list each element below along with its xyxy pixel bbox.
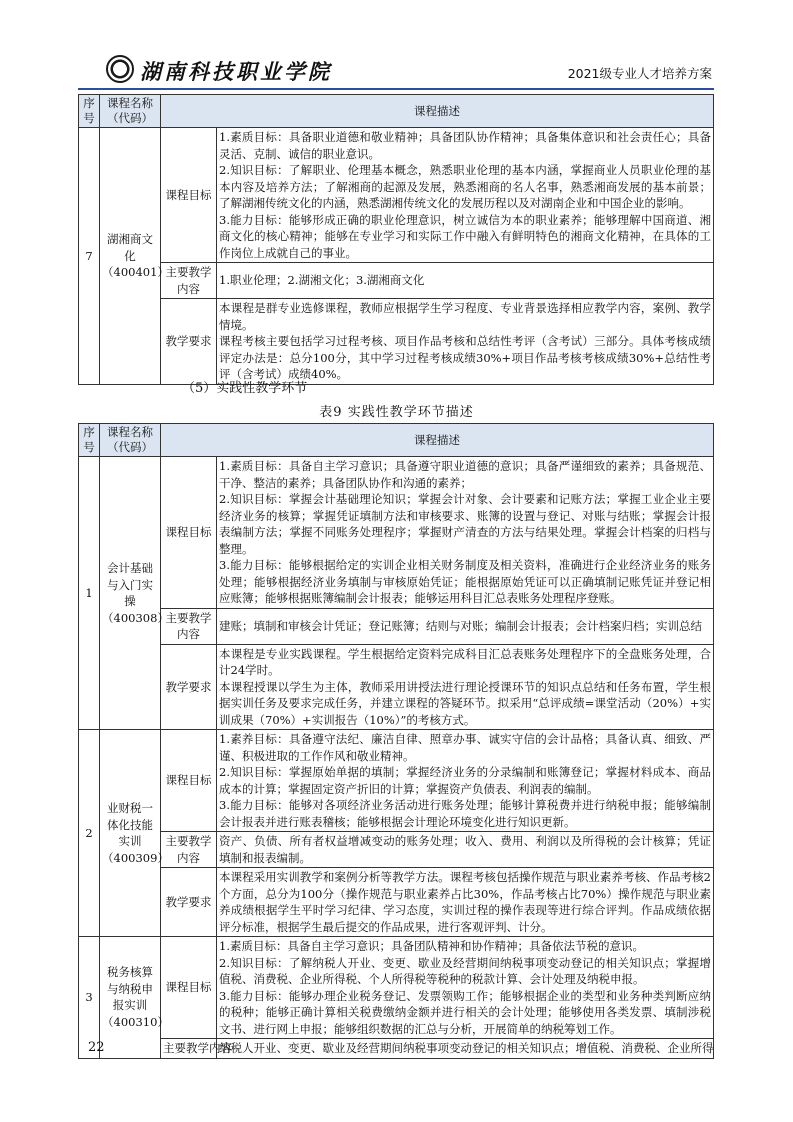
content-desc: 纳税人开业、变更、歇业及经营期间纳税事项变动登记的相关知识点；增值税、消费税、企业所得 [217, 1039, 714, 1059]
course-name-cell [100, 457, 169, 730]
goal-item: 2.知识目标：掌握原始单据的填制；掌握经济业务的分录编制和账簿登记；掌握材料成本、商品成本的计算；掌握固定资产折旧的计算；掌握资产负债表、利润表的编制。 [219, 765, 711, 796]
table-row [79, 1039, 714, 1059]
req-desc [217, 644, 714, 730]
col-no-header: 序号 [79, 95, 100, 128]
table-row [79, 299, 714, 385]
goal-label: 课程目标 [161, 937, 217, 1039]
req-label: 教学要求 [161, 644, 217, 730]
content-label: 主要教学内容 [161, 263, 217, 299]
content-label: 主要教学内容 [161, 832, 217, 868]
req-item: 本课程是群专业选修课程，教师应根据学生学习程度、专业背景选择相应教学内容，案例、教学情境。 [219, 301, 711, 332]
row-number: 3 [79, 937, 100, 1059]
table-row [79, 644, 714, 730]
course-name: 税务核算与纳税申报实训 [107, 965, 153, 1013]
goal-item: 1.素质目标：具备职业道德和敬业精神；具备团队协作精神；具备集体意识和社会责任心；具备灵活、克制、诚信的职业意识。 [219, 130, 711, 161]
goal-desc [217, 730, 714, 832]
col-name-header: 课程名称（代码） [100, 95, 161, 128]
goal-desc [217, 937, 714, 1039]
goal-item: 2.知识目标：了解职业、伦理基本概念，熟悉职业伦理的基本内涵，掌握商业人员职业伦理的基本内容及培养方法；了解湘商的起源及发展，熟悉湘商的名人名事，熟悉湘商发展的基本前景；了解湖湘传统文化的内涵，熟悉湖湘传统文化的发展历程以及对湖南企业和中国企业的影响。 [219, 163, 711, 210]
goal-item: 3.能力目标：能够办理企业税务登记、发票领购工作；能够根据企业的类型和业务种类判断应纳的税种；能够正确计算相关税费缴纳金额并进行相关的会计处理；能够使用各类发票、填制涉税文书、进行网上申报；能够组织数据的汇总与分析，开展简单的纳税筹划工作。 [219, 988, 711, 1036]
col-desc-header: 课程描述 [161, 95, 714, 128]
section-heading: （5）实践性教学环节 [182, 381, 308, 396]
req-desc [217, 299, 714, 385]
course-name-cell [100, 128, 169, 385]
course-name-cell [100, 730, 169, 937]
course-code: （400310） [102, 1014, 169, 1029]
row-number: 2 [79, 730, 100, 937]
req-desc [217, 868, 714, 937]
table-caption: 表9 实践性教学环节描述 [319, 405, 474, 420]
content-label: 主要教学内容 [161, 608, 217, 644]
course-table-practice [78, 423, 714, 1059]
document-title: 2021级专业人才培养方案 [567, 66, 712, 81]
goal-item: 3.能力目标：能够对各项经济业务活动进行账务处理；能够计算税费并进行纳税申报；能够编制会计报表并进行账表稽核；能够根据会计理论环境变化进行知识更新。 [219, 798, 711, 829]
table-row [79, 832, 714, 868]
goal-item: 2.知识目标：掌握会计基础理论知识；掌握会计对象、会计要素和记账方法；掌握工业企业主要经济业务的核算；掌握凭证填制方法和审核要求、账簿的设置与登记、对账与结账；掌握会计报表编制方法；掌握不同账务处理程序；掌握财产清查的方法与结果处理。掌握会计档案的归档与整理。 [219, 492, 711, 556]
goal-desc [217, 128, 714, 263]
table-row [79, 128, 714, 263]
course-code: （400401） [102, 265, 169, 279]
goal-label: 课程目标 [161, 730, 217, 832]
col-name-header: 课程名称（代码） [100, 424, 161, 457]
col-desc-header: 课程描述 [161, 424, 714, 457]
table-row [79, 937, 714, 1039]
table-row [79, 730, 714, 832]
course-code: （400309） [102, 850, 169, 865]
goal-item: 1.素养目标：具备遵守法纪、廉洁自律、照章办事、诚实守信的会计品格；具备认真、细致、严谨、积极进取的工作作风和敬业精神。 [219, 732, 711, 763]
req-item: 课程考核主要包括学习过程考核、项目作品考核和总结性考评（含考试）三部分。具体考核成绩评定办法是：总分100分，其中学习过程考核成绩30%+项目作品考核考核成绩30%+总结性考评（含考试）成绩40%。 [219, 334, 711, 381]
req-label: 教学要求 [161, 868, 217, 937]
college-seal-icon [106, 55, 134, 83]
table-header-row [79, 95, 714, 128]
goal-item: 3.能力目标：能够根据给定的实训企业相关财务制度及相关资料，准确进行企业经济业务的账务处理；能够根据经济业务填制与审核原始凭证；能根据原始凭证可以正确填制记账凭证并登记相应账簿；能够根据账簿编制会计报表；能够运用科目汇总表账务处理程序登账。 [219, 558, 711, 605]
course-name: 会计基础与入门实操 [107, 561, 153, 608]
goal-item: 3.能力目标：能够形成正确的职业伦理意识，树立诚信为本的职业素养；能够理解中国商道、湘商文化的核心精神；能够在专业学习和实际工作中融入有鲜明特色的湘商文化精神，在具体的工作岗位上成就自己的事业。 [219, 212, 711, 260]
table-row [79, 263, 714, 299]
req-item: 本课程授课以学生为主体，教师采用讲授法进行理论授课环节的知识点总结和任务布置，学生根据实训任务及要求完成任务，并建立课程的答疑环节。拟采用“总评成绩=课堂活动（20%）+实训成果（70%）+实训报告（10%）”的考核方式。 [219, 679, 711, 727]
goal-label: 课程目标 [161, 457, 217, 609]
content-desc: 资产、负债、所有者权益增减变动的账务处理；收入、费用、利润以及所得税的会计核算；凭证填制和报表编制。 [217, 832, 714, 868]
goal-item: 2.知识目标：了解纳税人开业、变更、歇业及经营期间纳税事项变动登记的相关知识点；掌握增值税、消费税、企业所得税、个人所得税等税种的税款计算、会计处理及纳税申报。 [219, 955, 711, 986]
goal-item: 1.素质目标：具备自主学习意识；具备团队精神和协作精神；具备依法节税的意识。 [219, 939, 644, 953]
table-row [79, 868, 714, 937]
content-label: 主要教学内容 [161, 1039, 217, 1059]
req-item: 本课程采用实训教学和案例分析等教学方法。课程考核包括操作规范与职业素养考核、作品考核2个方面，总分为100分（操作规范与职业素养占比30%，作品考核占比70%）操作规范与职业素养成绩根据学生平时学习纪律、学习态度，实训过程的操作表现等进行综合评判。作品成绩依据评分标准，根据学生最后提交的作品成果，进行客观评判、计分。 [219, 870, 711, 934]
table-row [79, 608, 714, 644]
course-code: （400308） [102, 610, 169, 625]
page-number: 22 [88, 1040, 105, 1055]
page-header [78, 52, 714, 90]
req-item: 本课程是专业实践课程。学生根据给定资料完成科目汇总表账务处理程序下的全盘账务处理，合计24学时。 [219, 646, 711, 677]
col-no-header: 序号 [79, 424, 100, 457]
table-row [79, 457, 714, 609]
college-logo-text: 湖南科技职业学院 [140, 59, 332, 84]
course-name-cell [100, 937, 169, 1059]
goal-label: 课程目标 [161, 128, 217, 263]
row-number: 1 [79, 457, 100, 730]
goal-item: 1.素质目标：具备自主学习意识；具备遵守职业道德的意识；具备严谨细致的素养；具备规范、干净、整洁的素养；具备团队协作和沟通的素养； [219, 459, 711, 490]
course-name: 湖湘商文化 [107, 232, 153, 263]
course-table-top [78, 94, 714, 385]
content-desc: 建账；填制和审核会计凭证；登记账簿；结则与对账；编制会计报表；会计档案归档；实训总结 [217, 608, 714, 644]
table-header-row [79, 424, 714, 457]
req-label: 教学要求 [161, 299, 217, 385]
course-name: 业财税一体化技能实训 [107, 801, 153, 848]
content-desc: 1.职业伦理；2.湖湘文化；3.湖湘商文化 [217, 263, 714, 299]
goal-desc [217, 457, 714, 609]
row-number: 7 [79, 128, 100, 385]
